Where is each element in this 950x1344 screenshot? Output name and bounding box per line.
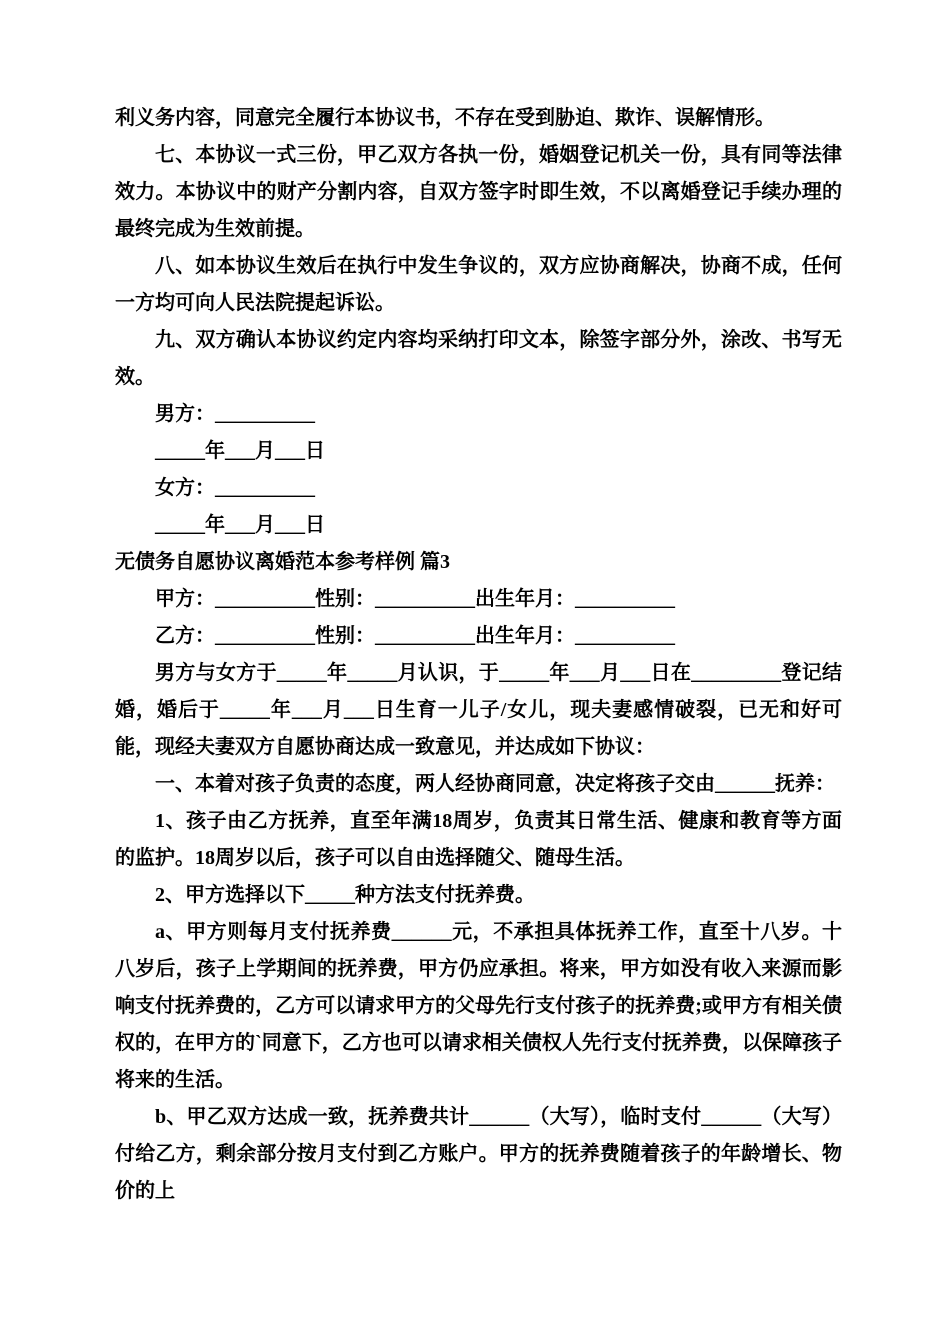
paragraph: 利义务内容，同意完全履行本协议书，不存在受到胁迫、欺诈、误解情形。 [115, 107, 775, 129]
paragraph: 九、双方确认本协议约定内容均采纳打印文本，除签字部分外，涂改、书写无效。 [115, 329, 842, 388]
paragraph: _____年___月___日 [155, 440, 325, 462]
paragraph: 男方：__________ [155, 403, 315, 425]
document-content [115, 100, 842, 1210]
paragraph: 乙方：__________性别：__________出生年月：__________ [155, 625, 675, 647]
paragraph: 甲方：__________性别：__________出生年月：__________ [155, 588, 675, 610]
paragraph: 八、如本协议生效后在执行中发生争议的，双方应协商解决，协商不成，任何一方均可向人民法院提起诉讼。 [115, 255, 842, 314]
paragraph: _____年___月___日 [155, 514, 325, 536]
paragraph: 女方：__________ [155, 477, 315, 499]
paragraph: b、甲乙双方达成一致，抚养费共计______（大写），临时支付______（大写）付给乙方，剩余部分按月支付到乙方账户。甲方的抚养费随着孩子的年龄增长、物价的上 [115, 1106, 842, 1202]
paragraph: 2、甲方选择以下_____种方法支付抚养费。 [155, 884, 535, 906]
section-heading: 无债务自愿协议离婚范本参考样例 篇3 [115, 551, 450, 573]
paragraph: 1、孩子由乙方抚养，直至年满18周岁，负责其日常生活、健康和教育等方面的监护。18周岁以后，孩子可以自由选择随父、随母生活。 [115, 810, 842, 869]
paragraph: 一、本着对孩子负责的态度，两人经协商同意，决定将孩子交由______抚养： [155, 773, 835, 795]
paragraph: 七、本协议一式三份，甲乙双方各执一份，婚姻登记机关一份，具有同等法律效力。本协议中的财产分割内容，自双方签字时即生效，不以离婚登记手续办理的最终完成为生效前提。 [115, 144, 842, 240]
paragraph: a、甲方则每月支付抚养费______元，不承担具体抚养工作，直至十八岁。十八岁后，孩子上学期间的抚养费，甲方仍应承担。将来，甲方如没有收入来源而影响支付抚养费的，乙方可以请求甲方的父母先行支付孩子的抚养费;或甲方有相关债权的，在甲方的`同意下，乙方也可以请求相关债权人先行支付抚养费，以保障孩子将来的生活。 [115, 921, 842, 1091]
paragraph: 男方与女方于_____年_____月认识，于_____年___月___日在_________登记结婚，婚后于_____年___月___日生育一儿子/女儿，现夫妻感情破裂，已无和好可能，现经夫妻双方自愿协商达成一致意见，并达成如下协议： [115, 662, 842, 758]
